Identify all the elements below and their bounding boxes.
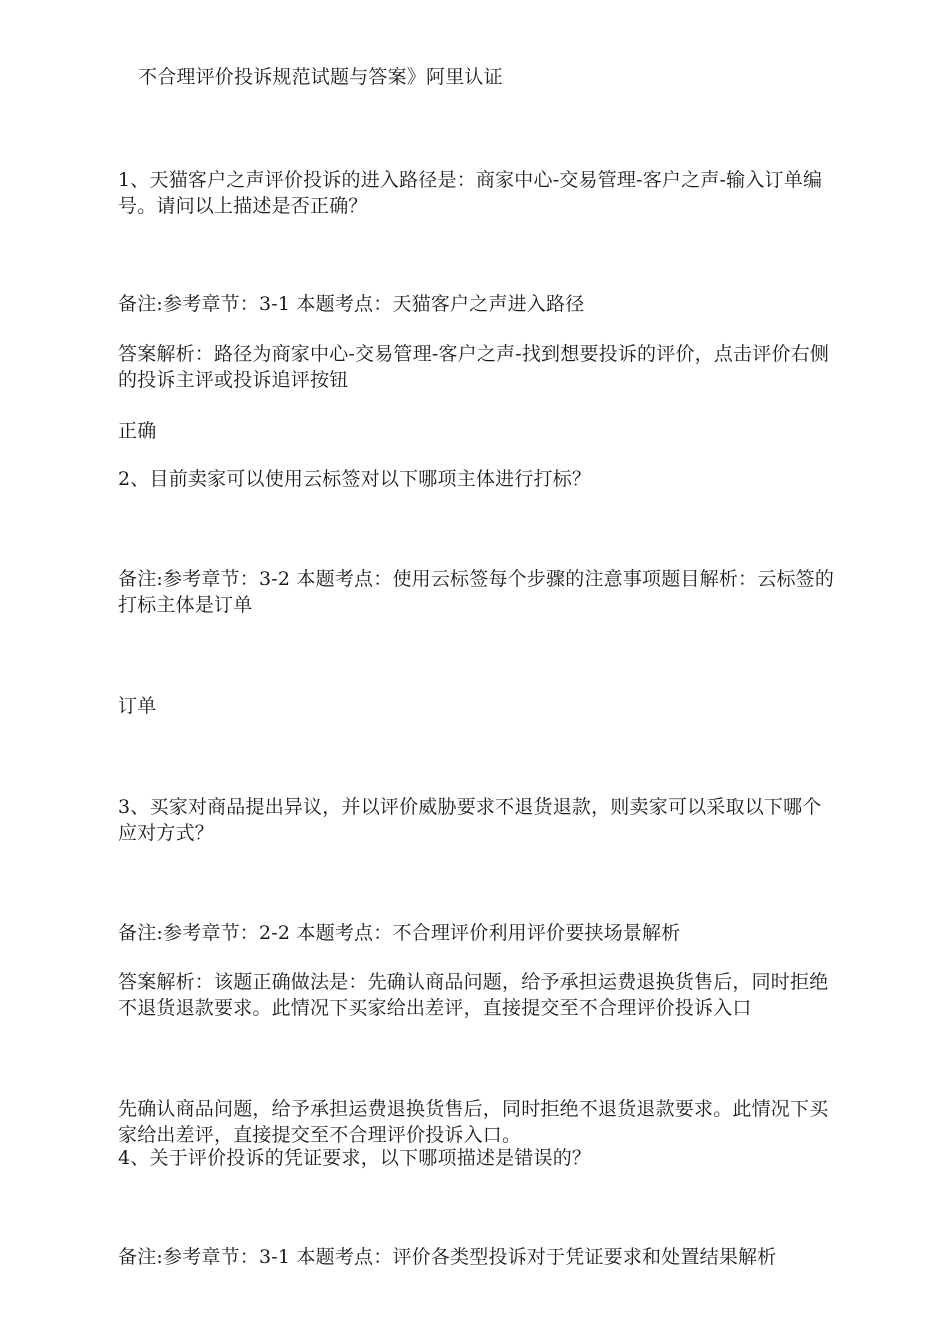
question-2: 2、目前卖家可以使用云标签对以下哪项主体进行打标？ [118, 468, 592, 490]
question-4-note: 备注:参考章节：3-1 本题考点：评价各类型投诉对于凭证要求和处置结果解析 [118, 1246, 777, 1268]
question-3-note: 备注:参考章节：2-2 本题考点：不合理评价利用评价要挟场景解析 [118, 922, 681, 944]
question-3: 3、买家对商品提出异议，并以评价威胁要求不退货退款，则卖家可以采取以下哪个应对方式？ [118, 796, 822, 844]
question-2-answer: 订单 [118, 695, 157, 717]
question-1-answer: 正确 [118, 420, 157, 442]
document-title: 不合理评价投诉规范试题与答案》阿里认证 [138, 66, 503, 88]
question-1-analysis: 答案解析：路径为商家中心-交易管理-客户之声-找到想要投诉的评价，点击评价右侧的投诉主评或投诉追评按钮 [118, 343, 830, 391]
question-3-analysis: 答案解析：该题正确做法是：先确认商品问题，给予承担运费退换货售后，同时拒绝不退货退款要求。此情况下买家给出差评，直接提交至不合理评价投诉入口 [118, 971, 829, 1019]
question-2-note: 备注:参考章节：3-2 本题考点：使用云标签每个步骤的注意事项题目解析：云标签的打标主体是订单 [118, 568, 835, 616]
question-1-note: 备注:参考章节：3-1 本题考点：天猫客户之声进入路径 [118, 293, 585, 315]
question-1: 1、天猫客户之声评价投诉的进入路径是：商家中心-交易管理-客户之声-输入订单编号。请问以上描述是否正确？ [118, 169, 823, 217]
question-3-answer: 先确认商品问题，给予承担运费退换货售后，同时拒绝不退货退款要求。此情况下买家给出差评，直接提交至不合理评价投诉入口。 [118, 1098, 829, 1146]
question-4: 4、关于评价投诉的凭证要求，以下哪项描述是错误的？ [118, 1147, 592, 1169]
